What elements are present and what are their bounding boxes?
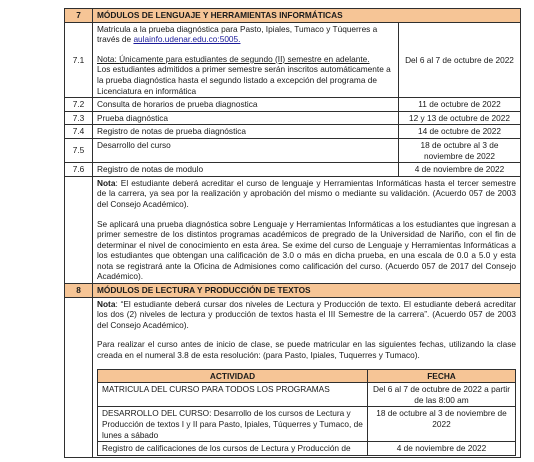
- document-page: [64, 8, 520, 458]
- section-title: MÓDULOS DE LENGUAJE Y HERRAMIENTAS INFORMÁTICAS: [93, 9, 521, 23]
- note-label: Nota: [97, 177, 116, 188]
- column-header-date: FECHA: [368, 369, 516, 383]
- column-header-activity: ACTIVIDAD: [98, 369, 368, 383]
- table-row: [65, 138, 521, 162]
- row-number: 7.6: [65, 163, 93, 177]
- table-row: [65, 22, 521, 98]
- note-label: Nota:: [97, 53, 120, 64]
- note-text: : El estudiante deberá acreditar el curso de lenguaje y Herramientas Informáticas hasta el tercer semestre de la carrera, ya sea por la realización y aprobación del mismo o mediante su validación. (Acuerdo 057 de 2003 del Consejo Académico).: [97, 177, 517, 209]
- note-label: Nota: [97, 298, 116, 309]
- row-number: 7.1: [65, 22, 93, 98]
- row-activity: Desarrollo del curso: [93, 138, 399, 162]
- table-row: [65, 125, 521, 139]
- date-cell: Del 6 al 7 de octubre de 2022 a partir de las 8:00 am: [368, 383, 516, 407]
- section-number: 7: [65, 9, 93, 23]
- row-date: Del 6 al 7 de octubre de 2022: [399, 22, 521, 98]
- schedule-table: [64, 8, 521, 458]
- activity-cell: MATRICULA DEL CURSO PARA TODOS LOS PROGRAMAS: [98, 383, 368, 407]
- row-number: 7.3: [65, 111, 93, 125]
- row-number: 7.5: [65, 138, 93, 162]
- table-row: [98, 442, 516, 456]
- row-activity: Prueba diagnóstica: [93, 111, 399, 125]
- row-date: 12 y 13 de octubre de 2022: [399, 111, 521, 125]
- note-paragraph: Para realizar el curso antes de inicio de clase, se puede matricular en las siguientes fechas, utilizando la clase creada en el numeral 3.8 de esta resolución: (para Pasto, Ipiales, Tuquerres y Tumaco).: [97, 339, 517, 361]
- note-paragraph: [97, 299, 516, 331]
- note-block: [93, 297, 521, 457]
- table-row: [65, 163, 521, 177]
- date-cell: 4 de noviembre de 2022: [368, 442, 516, 456]
- date-cell: 18 de octubre al 3 de noviembre de 2022: [368, 407, 516, 442]
- section-header-8: [65, 284, 521, 298]
- row-date: 18 de octubre al 3 de noviembre de 2022: [399, 138, 521, 162]
- note-row: [65, 297, 521, 457]
- note-row: [65, 176, 521, 283]
- section-number: 8: [65, 284, 93, 298]
- activity-note: [97, 54, 394, 65]
- activity-line: [97, 34, 394, 45]
- section-header-7: [65, 9, 521, 23]
- activity-table: [97, 369, 516, 456]
- row-date: 14 de octubre de 2022: [399, 125, 521, 139]
- table-row: [65, 111, 521, 125]
- platform-link[interactable]: aulainfo.udenar.edu.co:5005.: [133, 34, 241, 45]
- row-activity: Consulta de horarios de prueba diagnostica: [93, 98, 399, 112]
- row-activity: Registro de notas de prueba diagnóstica: [93, 125, 399, 139]
- note-text: Únicamente para estudiantes de segundo (II) semestre en adelante.: [119, 53, 370, 64]
- note-paragraph: Se aplicará una prueba diagnóstica sobre Lenguaje y Herramientas Informáticas a los estudiantes que ingresan a primer semestre de los distintos programas académicos de pregrado de la Universidad de Nariño, con el fin de determinar el nivel de conocimiento en esta área. Se exime del curso de Lenguaje y Herramientas Informáticas a los estudiantes que obtengan una calificación de 3.0 o más en dicha prueba, en una escala de 0.0 a 5.0 y esta nota se registrará ante la Oficina de Admisiones como calificación del curso. (Acuerdo 057 de 2017 del Consejo Académico).: [97, 218, 517, 282]
- table-header-row: [98, 369, 516, 383]
- activity-line: Matricula a la prueba diagnóstica para Pasto, Ipiales, Tumaco y Túquerres a: [97, 23, 378, 34]
- note-paragraph: [97, 178, 516, 210]
- table-row: [65, 98, 521, 112]
- activity-cell: DESARROLLO DEL CURSO: Desarrollo de los cursos de Lectura y Producción de textos I y II para Pasto, Ipiales, Túquerres y Tumaco, de lunes a sábado: [98, 407, 368, 442]
- row-date: 11 de octubre de 2022: [399, 98, 521, 112]
- activity-body: Los estudiantes admitidos a primer semestre serán inscritos automáticamente a la prueba diagnóstica hasta el segundo listado a excepción del programa de Licenciatura en informática: [97, 64, 391, 96]
- activity-cell: Registro de calificaciones de los cursos de Lectura y Producción de: [98, 442, 368, 456]
- activity-text: través de: [97, 34, 134, 45]
- table-row: [98, 383, 516, 407]
- note-block: [93, 176, 521, 283]
- row-activity: Registro de notas de modulo: [93, 163, 399, 177]
- row-activity: [93, 22, 399, 98]
- section-title: MÓDULOS DE LECTURA Y PRODUCCIÓN DE TEXTOS: [93, 284, 521, 298]
- note-text: : “El estudiante deberá cursar dos niveles de Lectura y Producción de texto. El estudiante deberá acreditar los dos (2) niveles de lectura y producción de textos hasta el III Semestre de la carrera”. (Acuerdo 057 de 2003 del Consejo Académico).: [97, 298, 517, 330]
- row-number: 7.2: [65, 98, 93, 112]
- table-row: [98, 407, 516, 442]
- row-number: 7.4: [65, 125, 93, 139]
- row-date: 4 de noviembre de 2022: [399, 163, 521, 177]
